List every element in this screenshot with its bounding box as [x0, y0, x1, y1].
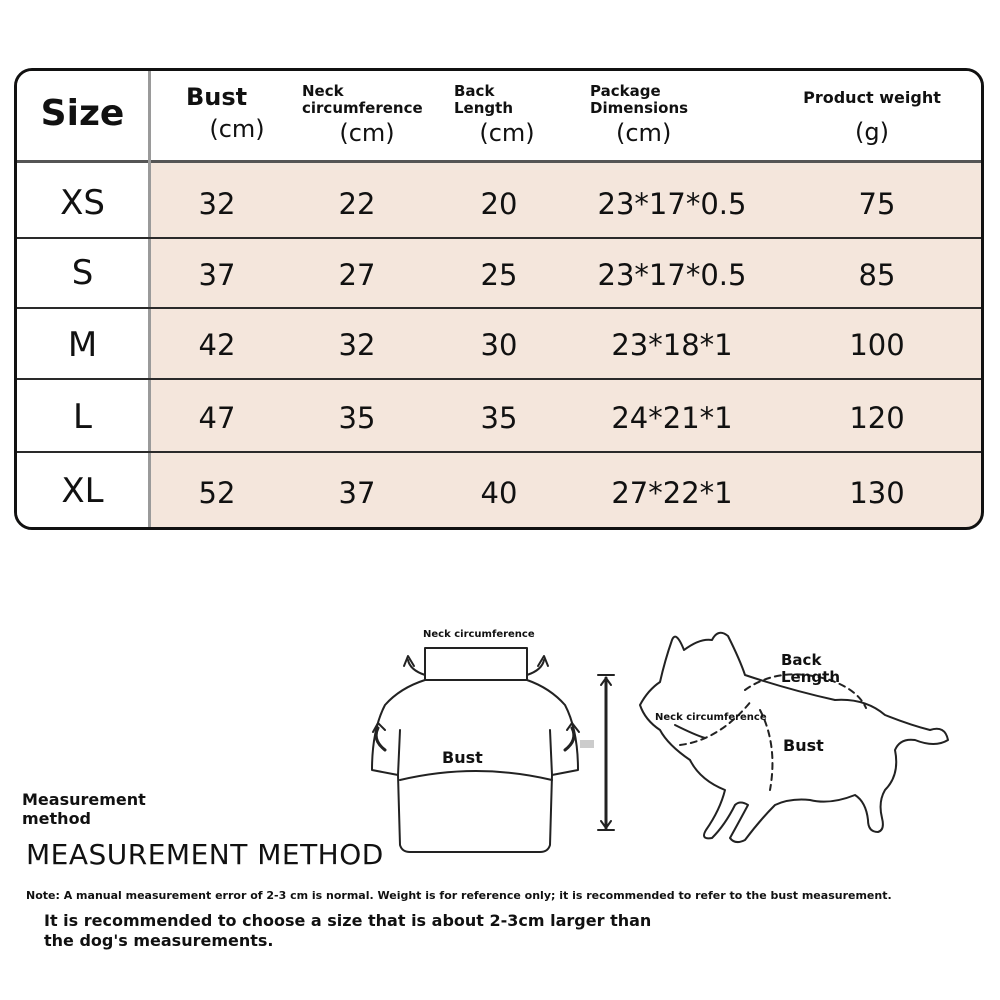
header-size: Size — [40, 93, 125, 134]
cell-neck: 37 — [338, 476, 376, 510]
header-package — [590, 83, 740, 147]
row-divider — [17, 307, 981, 309]
header-neck — [302, 83, 432, 147]
cell-neck: 35 — [338, 401, 376, 435]
cell-back: 35 — [480, 401, 518, 435]
header-weight-label: Product weight — [803, 88, 941, 107]
cell-package: 23*18*1 — [611, 328, 733, 362]
row-divider — [17, 237, 981, 239]
method-small-title: Measurement method — [22, 790, 146, 828]
cell-bust: 37 — [198, 258, 236, 292]
length-arrow — [598, 675, 614, 830]
header-bust-label: Bust — [186, 83, 248, 111]
cell-back: 40 — [480, 476, 518, 510]
cell-neck: 27 — [338, 258, 376, 292]
cell-back: 25 — [480, 258, 518, 292]
cell-package: 24*21*1 — [611, 401, 733, 435]
header-neck-unit: (cm) — [339, 119, 395, 147]
header-weight — [787, 89, 957, 146]
dog-neck-label: Neck circumference — [655, 712, 767, 723]
cell-weight: 75 — [858, 187, 896, 221]
header-back-length-unit: (cm) — [479, 119, 535, 147]
cell-bust: 32 — [198, 187, 236, 221]
cell-package: 27*22*1 — [611, 476, 733, 510]
header-back-length — [454, 83, 544, 147]
cell-package: 23*17*0.5 — [597, 258, 747, 292]
cell-neck: 32 — [338, 328, 376, 362]
cell-back: 30 — [480, 328, 518, 362]
note-text: Note: A manual measurement error of 2-3 cm is normal. Weight is for reference only; it is recommended to refer to the bust measurement. — [26, 889, 892, 902]
cell-back: 20 — [480, 187, 518, 221]
dog-bust-label: Bust — [783, 736, 824, 755]
header-back-length-label: Back Length — [454, 82, 513, 117]
column-divider — [148, 71, 151, 527]
row-divider — [17, 378, 981, 380]
cell-bust: 47 — [198, 401, 236, 435]
cell-bust: 52 — [198, 476, 236, 510]
size-l: L — [73, 397, 92, 437]
header-package-label: Package Dimensions — [590, 82, 689, 117]
measurement-diagram — [0, 580, 1000, 880]
recommendation-text: It is recommended to choose a size that is about 2-3cm larger than the dog's measurements. — [44, 911, 652, 950]
shirt-neck-label: Neck circumference — [423, 629, 535, 640]
method-title: MEASUREMENT METHOD — [26, 838, 384, 871]
size-xl: XL — [61, 471, 104, 511]
cell-weight: 130 — [849, 476, 905, 510]
header-bust — [172, 83, 282, 143]
header-package-unit: (cm) — [616, 119, 672, 147]
header-weight-unit: (g) — [855, 118, 889, 146]
cell-weight: 120 — [849, 401, 905, 435]
row-divider — [17, 451, 981, 453]
header-neck-label: Neck circumference — [302, 82, 423, 117]
cell-weight: 85 — [858, 258, 896, 292]
size-chart-table — [14, 68, 984, 530]
cell-weight: 100 — [849, 328, 905, 362]
size-s: S — [71, 253, 94, 293]
dog-back-length-label: Back Length — [781, 651, 840, 686]
cell-bust: 42 — [198, 328, 236, 362]
shirt-bust-label: Bust — [442, 748, 483, 767]
size-m: M — [67, 325, 98, 365]
size-xs: XS — [60, 183, 105, 223]
header-bust-unit: (cm) — [209, 115, 265, 143]
cell-package: 23*17*0.5 — [597, 187, 747, 221]
cell-neck: 22 — [338, 187, 376, 221]
